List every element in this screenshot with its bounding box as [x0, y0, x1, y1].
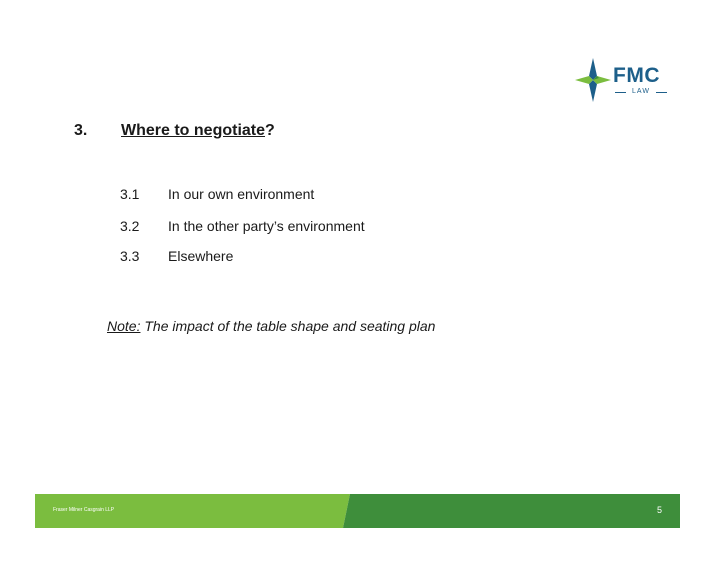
footer-firm-name: Fraser Milner Casgrain LLP: [53, 507, 115, 513]
section-number: 3.: [74, 122, 88, 139]
logo-name: FMC: [613, 64, 660, 87]
logo-subtitle: LAW: [615, 88, 667, 95]
section-title: [121, 122, 275, 140]
fmc-logo: [575, 58, 675, 104]
page-number: 5: [656, 505, 662, 515]
note-label: Note:: [107, 318, 141, 334]
section-title-suffix: ?: [265, 122, 275, 139]
item-number: 3.1: [120, 186, 140, 202]
item-number: 3.2: [120, 218, 140, 234]
item-text: In the other party’s environment: [168, 218, 365, 234]
note: [107, 318, 435, 334]
footer-bar: [35, 494, 680, 528]
item-number: 3.3: [120, 248, 140, 264]
section-title-underlined: Where to negotiate: [121, 122, 266, 139]
item-text: Elsewhere: [168, 248, 234, 264]
item-text: In our own environment: [168, 186, 315, 202]
compass-star-icon: [575, 58, 611, 102]
note-text: The impact of the table shape and seating plan: [140, 318, 436, 334]
footer-graphic: [35, 494, 680, 528]
